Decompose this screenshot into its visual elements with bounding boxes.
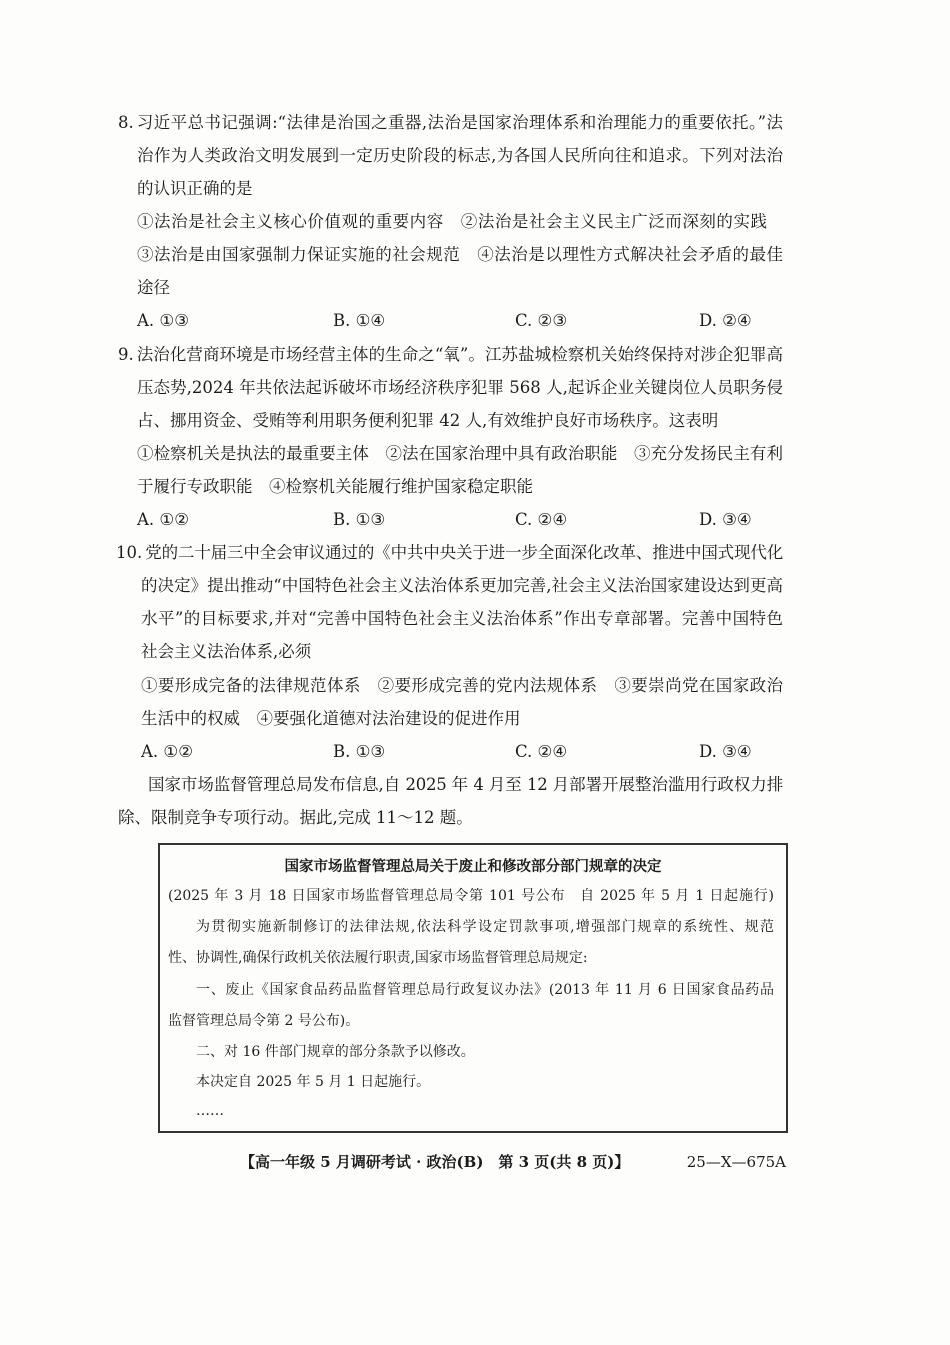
q10-number: 10. bbox=[116, 543, 143, 562]
q8-option-d: D. ②④ bbox=[699, 311, 752, 330]
q9-statement: 于履行专政职能 ④检察机关能履行维护国家稳定职能 bbox=[137, 477, 533, 496]
q10-statement: ①要形成完备的法律规范体系 ②要形成完善的党内法规体系 ③要崇尚党在国家政治 bbox=[141, 676, 783, 695]
q8-stem-line: 的认识正确的是 bbox=[137, 179, 253, 198]
material-line: 监督管理总局令第 2 号公布)。 bbox=[168, 1013, 360, 1029]
q8-stem-line: 治作为人类政治文明发展到一定历史阶段的标志,为各国人民所向往和追求。下列对法治 bbox=[137, 146, 783, 165]
q9-statement: ①检察机关是执法的最重要主体 ②法在国家治理中具有政治职能 ③充分发扬民主有利 bbox=[137, 444, 783, 463]
material-line: 一、废止《国家食品药品监督管理总局行政复议办法》(2013 年 11 月 6 日国家食品药品 bbox=[196, 982, 774, 998]
material-line: …… bbox=[196, 1103, 224, 1119]
material-line: 二、对 16 件部门规章的部分条款予以修改。 bbox=[196, 1044, 475, 1060]
q8-number: 8. bbox=[118, 113, 134, 132]
q8-option-a: A. ①③ bbox=[137, 311, 189, 330]
q9-first-line bbox=[118, 344, 783, 366]
q8-stem-line: 习近平总书记强调:“法律是治国之重器,法治是国家治理体系和治理能力的重要依托。”法 bbox=[136, 113, 783, 132]
q8-first-line bbox=[118, 112, 783, 134]
q10-statement: 生活中的权威 ④要强化道德对法治建设的促进作用 bbox=[141, 709, 521, 728]
q10-option-d: D. ③④ bbox=[699, 742, 752, 761]
material-line: 本决定自 2025 年 5 月 1 日起施行。 bbox=[196, 1074, 431, 1090]
q10-option-a: A. ①② bbox=[141, 742, 193, 761]
q9-option-c: C. ②④ bbox=[515, 510, 568, 529]
q8-statement: ③法治是由国家强制力保证实施的社会规范 ④法治是以理性方式解决社会矛盾的最佳 bbox=[137, 245, 783, 264]
q9-option-d: D. ③④ bbox=[699, 510, 752, 529]
material-title: 国家市场监督管理总局关于废止和修改部分部门规章的决定 bbox=[284, 858, 662, 875]
q10-stem-line: 社会主义法治体系,必须 bbox=[141, 642, 312, 661]
intro-line: 除、限制竞争专项行动。据此,完成 11～12 题。 bbox=[118, 808, 473, 827]
q9-option-a: A. ①② bbox=[137, 510, 189, 529]
material-line: 性、协调性,确保行政机关依法履行职责,国家市场监督管理总局规定: bbox=[168, 950, 588, 966]
q9-number: 9. bbox=[118, 345, 134, 364]
footer-code: 25—X—675A bbox=[686, 1153, 786, 1171]
q9-stem-line: 压态势,2024 年共依法起诉破坏市场经济秩序犯罪 568 人,起诉企业关键岗位人员职务侵 bbox=[137, 378, 783, 397]
q8-option-b: B. ①④ bbox=[333, 311, 386, 330]
q9-stem-line: 占、挪用资金、受贿等利用职务便利犯罪 42 人,有效维护良好市场秩序。这表明 bbox=[137, 411, 719, 430]
q9-stem-line: 法治化营商环境是市场经营主体的生命之“氧”。江苏盐城检察机关始终保持对涉企犯罪高 bbox=[136, 345, 783, 364]
q10-stem-line: 党的二十届三中全会审议通过的《中共中央关于进一步全面深化改革、推进中国式现代化 bbox=[145, 543, 783, 562]
q8-option-c: C. ②③ bbox=[515, 311, 568, 330]
q10-first-line bbox=[116, 542, 783, 564]
q8-statement: 途径 bbox=[137, 278, 170, 297]
q10-option-c: C. ②④ bbox=[515, 742, 568, 761]
intro-line: 国家市场监督管理总局发布信息,自 2025 年 4 月至 12 月部署开展整治滥用行政权力排 bbox=[148, 775, 783, 794]
material-line: 为贯彻实施新制修订的法律法规,依法科学设定罚款事项,增强部门规章的系统性、规范 bbox=[196, 919, 774, 935]
material-subtitle: (2025 年 3 月 18 日国家市场监督管理总局令第 101 号公布 自 2025 年 5 月 1 日起施行) bbox=[168, 888, 774, 904]
footer-exam-info: 【高一年级 5 月调研考试 · 政治(B) 第 3 页(共 8 页)】 bbox=[240, 1153, 630, 1171]
q8-statement: ①法治是社会主义核心价值观的重要内容 ②法治是社会主义民主广泛而深刻的实践 bbox=[137, 212, 767, 231]
q10-stem-line: 水平”的目标要求,并对“完善中国特色社会主义法治体系”作出专章部署。完善中国特色 bbox=[141, 609, 783, 628]
q9-option-b: B. ①③ bbox=[333, 510, 386, 529]
q10-stem-line: 的决定》提出推动“中国特色社会主义法治体系更加完善,社会主义法治国家建设达到更高 bbox=[141, 576, 783, 595]
q10-option-b: B. ①③ bbox=[333, 742, 386, 761]
